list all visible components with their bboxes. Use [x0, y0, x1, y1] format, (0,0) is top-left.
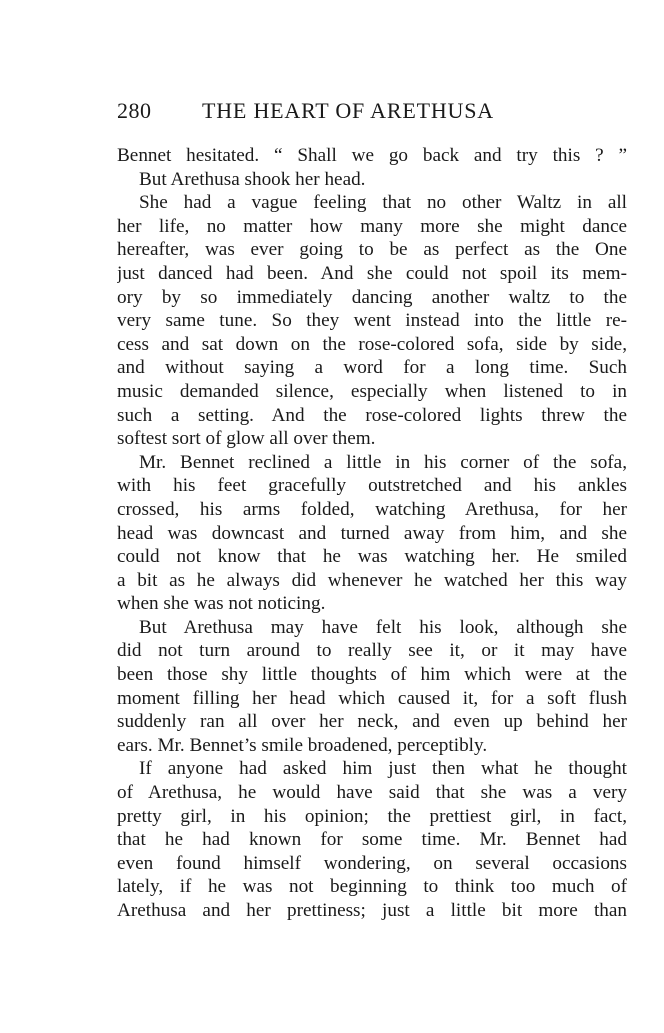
- text-line: Arethusa and her prettiness; just a little bit more than: [117, 900, 627, 921]
- text-line: very same tune. So they went instead into the little re-: [117, 310, 627, 332]
- text-line: But Arethusa may have felt his look, although she: [139, 616, 627, 638]
- text-line: Bennet hesitated. “ Shall we go back and try this ? ”: [117, 145, 627, 166]
- text-line: If anyone had asked him just then what he thought: [139, 758, 627, 780]
- text-line: moment filling her head which caused it, for a soft flush: [117, 687, 627, 709]
- text-line: hereafter, was ever going to be as perfect as the One: [117, 239, 627, 261]
- page-number: 280: [117, 98, 152, 123]
- text-line: been those shy little thoughts of him which were at the: [117, 664, 627, 686]
- text-line: ory by so immediately dancing another waltz to the: [117, 286, 627, 308]
- book-title: THE HEART OF ARETHUSA: [202, 98, 494, 123]
- text-line: did not turn around to really see it, or it may have: [117, 640, 627, 662]
- text-line: lately, if he was not beginning to think too much of: [117, 876, 627, 898]
- text-line: of Arethusa, he would have said that she was a very: [117, 782, 627, 804]
- text-line: cess and sat down on the rose-colored sofa, side by side,: [117, 333, 627, 355]
- text-line: with his feet gracefully outstretched and his ankles: [117, 475, 627, 497]
- text-line: could not know that he was watching her. He smiled: [117, 546, 627, 568]
- text-line: such a setting. And the rose-colored lights threw the: [117, 404, 627, 426]
- text-line: head was downcast and turned away from him, and she: [117, 522, 627, 544]
- text-line: that he had known for some time. Mr. Bennet had: [117, 829, 627, 851]
- text-line: her life, no matter how many more she might dance: [117, 215, 627, 237]
- text-line: ears. Mr. Bennet’s smile broadened, perceptibly.: [117, 734, 488, 756]
- text-line: crossed, his arms folded, watching Arethusa, for her: [117, 498, 627, 520]
- book-page: [117, 96, 627, 923]
- text-line: a bit as he always did whenever he watched her this way: [117, 569, 627, 591]
- text-line: pretty girl, in his opinion; the prettiest girl, in fact,: [117, 805, 627, 827]
- text-line: But Arethusa shook her head.: [139, 168, 366, 190]
- text-line: softest sort of glow all over them.: [117, 428, 376, 450]
- text-line: and without saying a word for a long time. Such: [117, 357, 627, 379]
- text-line: when she was not noticing.: [117, 593, 326, 615]
- text-line: suddenly ran all over her neck, and even up behind her: [117, 711, 627, 733]
- text-line: just danced had been. And she could not spoil its mem-: [117, 262, 627, 284]
- text-line: music demanded silence, especially when listened to in: [117, 380, 627, 402]
- text-line: Mr. Bennet reclined a little in his corner of the sofa,: [139, 451, 627, 473]
- body-text: [117, 144, 627, 923]
- text-line: She had a vague feeling that no other Waltz in all: [139, 192, 627, 214]
- running-head: [117, 96, 627, 126]
- text-line: even found himself wondering, on several occasions: [117, 852, 627, 874]
